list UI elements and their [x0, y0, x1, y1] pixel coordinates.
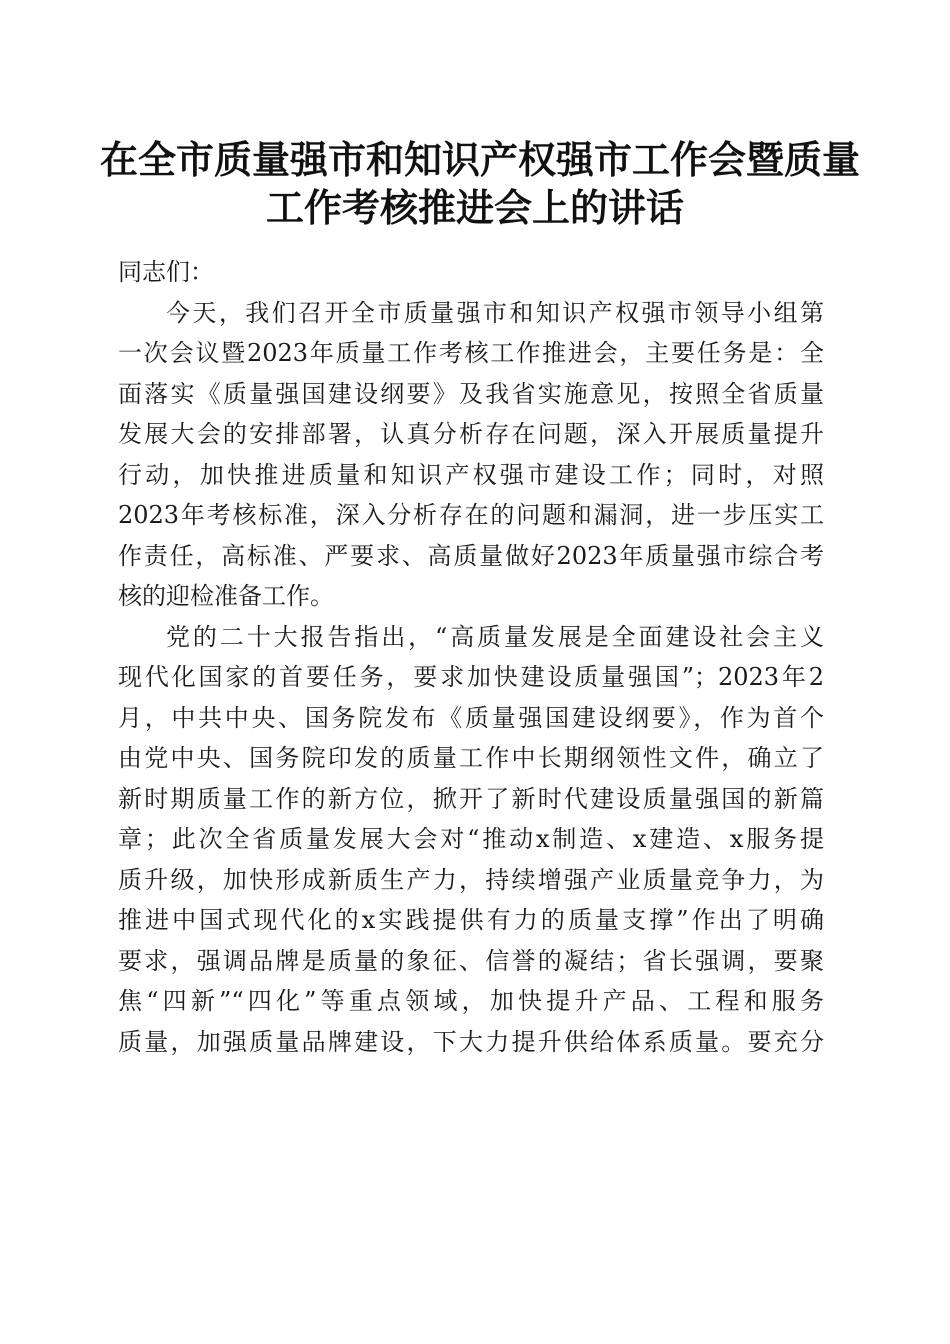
paragraph-line: 质升级，加快形成新质生产力，持续增强产业质量竞争力，为	[118, 865, 824, 894]
paragraph-line: 要求，强调品牌是质量的象征、信誉的凝结；省长强调，要聚	[118, 946, 824, 975]
paragraph-line: 一次会议暨2023年质量工作考核工作推进会，主要任务是：全	[118, 339, 824, 367]
paragraph-line: 2023年考核标准，深入分析存在的问题和漏洞，进一步压实工	[118, 501, 824, 529]
paragraph-line: 今天，我们召开全市质量强市和知识产权强市领导小组第	[166, 298, 824, 327]
paragraph-line: 焦“四新”“四化”等重点领域，加快提升产品、工程和服务	[118, 987, 824, 1015]
paragraph-line: 推进中国式现代化的x实践提供有力的质量支撑”作出了明确	[118, 906, 824, 934]
paragraph-line: 发展大会的安排部署，认真分析存在问题，深入开展质量提升	[118, 420, 824, 448]
paragraph-2	[118, 617, 824, 1063]
paragraph-line: 面落实《质量强国建设纲要》及我省实施意见，按照全省质量	[118, 379, 824, 408]
paragraph-line: 质量，加强质量品牌建设，下大力提升供给体系质量。要充分	[118, 1027, 824, 1056]
paragraph-line: 由党中央、国务院印发的质量工作中长期纲领性文件，确立了	[118, 744, 824, 772]
paragraph-line: 作责任，高标准、严要求、高质量做好2023年质量强市综合考	[118, 541, 824, 570]
paragraph-line: 新时期质量工作的新方位，掀开了新时代建设质量强国的新篇	[118, 784, 824, 813]
title-line-2: 工作考核推进会上的讲话	[265, 185, 684, 230]
document-body	[118, 252, 824, 1062]
paragraph-line: 章；此次全省质量发展大会对“推动x制造、x建造、x服务提	[118, 825, 824, 853]
paragraph-line: 核的迎检准备工作。	[118, 582, 334, 610]
title-line-1: 在全市质量强市和知识产权强市工作会暨质量	[100, 137, 861, 182]
page-title	[100, 136, 861, 232]
paragraph-line: 党的二十大报告指出，“高质量发展是全面建设社会主义	[166, 622, 824, 651]
paragraph-line: 行动，加快推进质量和知识产权强市建设工作；同时，对照	[118, 460, 824, 489]
paragraph-line: 月，中共中央、国务院发布《质量强国建设纲要》，作为首个	[118, 703, 824, 732]
paragraph-line: 现代化国家的首要任务，要求加快建设质量强国”；2023年2	[118, 663, 824, 691]
greeting: 同志们：	[118, 258, 214, 286]
paragraph-1	[118, 293, 824, 617]
